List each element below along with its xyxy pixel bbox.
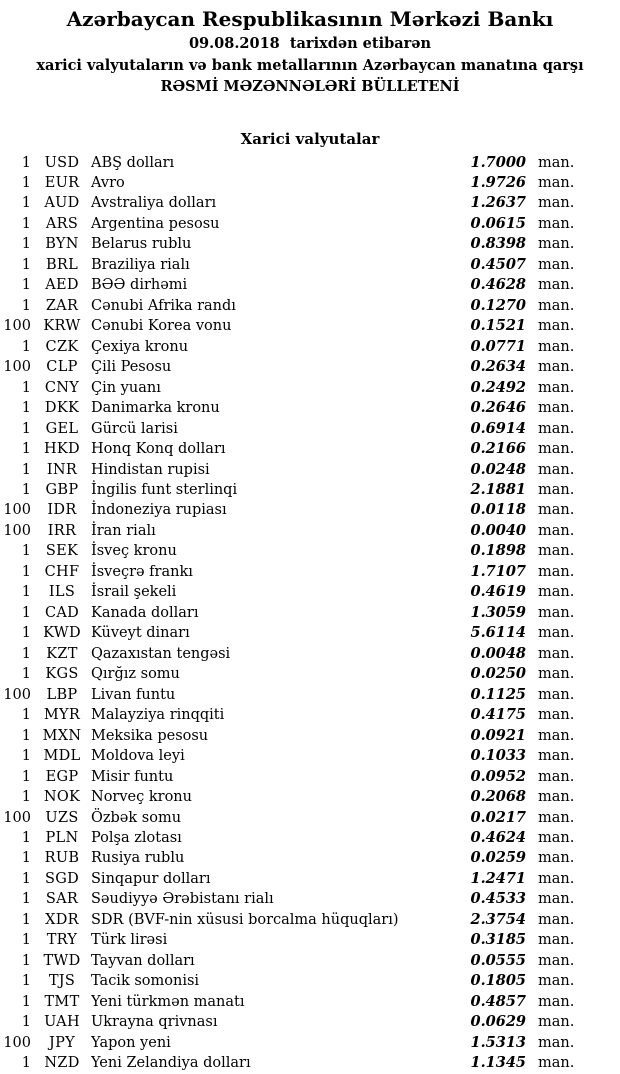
rate-value: 0.6914 [470, 419, 526, 437]
currency-quantity: 1 [21, 584, 31, 601]
currency-name: İsveçrə frankı [91, 563, 193, 580]
rate-unit: man. [538, 604, 575, 621]
currency-quantity: 1 [21, 400, 31, 417]
rate-row [0, 234, 620, 254]
rate-unit: man. [538, 318, 575, 335]
rate-row [0, 337, 620, 357]
currency-name: Özbək somu [91, 809, 182, 826]
rate-row [0, 808, 620, 828]
rate-value: 0.0952 [470, 767, 526, 785]
currency-quantity: 100 [3, 686, 31, 703]
rate-value: 0.4628 [470, 276, 526, 294]
currency-code: ARS [45, 215, 79, 232]
rate-value: 0.0259 [470, 849, 526, 867]
currency-quantity: 1 [21, 707, 31, 724]
rate-row [0, 296, 620, 316]
currency-quantity: 1 [21, 952, 31, 969]
rate-value: 0.4507 [470, 255, 526, 273]
rate-unit: man. [538, 563, 575, 580]
currency-code: KWD [43, 625, 81, 642]
rate-unit: man. [538, 277, 575, 294]
currency-quantity: 1 [21, 256, 31, 273]
bank-title: Azərbaycan Respublikasının Mərkəzi Bankı [66, 7, 554, 31]
rate-unit: man. [538, 338, 575, 355]
rate-unit: man. [538, 297, 575, 314]
currency-quantity: 1 [21, 891, 31, 908]
rate-row [0, 500, 620, 520]
currency-name: Tayvan dolları [91, 952, 195, 969]
rate-row [0, 644, 620, 664]
currency-quantity: 1 [21, 932, 31, 949]
rate-unit: man. [538, 441, 575, 458]
rate-value: 0.1521 [470, 317, 526, 335]
rate-value: 0.3185 [470, 931, 526, 949]
rate-value: 1.7000 [470, 153, 526, 171]
currency-code: TRY [46, 932, 78, 949]
currency-name: Səudiyyə Ərəbistanı rialı [91, 891, 274, 908]
currency-code: USD [44, 154, 80, 171]
rate-row [0, 910, 620, 930]
rate-row [0, 153, 620, 173]
rate-unit: man. [538, 522, 575, 539]
currency-name: Avro [91, 174, 125, 191]
rate-unit: man. [538, 891, 575, 908]
rate-row [0, 398, 620, 418]
currency-code: GBP [45, 482, 79, 498]
currency-name: BƏƏ dirhəmi [91, 277, 188, 294]
rate-unit: man. [538, 400, 575, 417]
rate-unit: man. [538, 727, 575, 744]
currency-name: İran rialı [91, 522, 156, 539]
currency-code: EGP [45, 768, 79, 785]
currency-code: TWD [43, 952, 81, 969]
currency-quantity: 1 [21, 174, 31, 191]
rate-value: 0.1125 [470, 685, 526, 703]
currency-quantity: 1 [21, 1055, 31, 1072]
bulletin-title: RƏSMİ MƏZƏNNƏLƏRİ BÜLLETENİ [160, 78, 460, 95]
currency-code: MYR [43, 707, 81, 724]
rate-value: 0.0048 [470, 644, 526, 662]
currency-quantity: 1 [21, 789, 31, 806]
currency-quantity: 1 [21, 645, 31, 662]
rate-unit: man. [538, 584, 575, 601]
currency-code: SEK [45, 543, 79, 560]
currency-code: XDR [45, 911, 79, 928]
rate-value: 0.0771 [470, 337, 526, 355]
rate-row [0, 480, 620, 500]
rate-value: 1.5313 [470, 1033, 526, 1051]
currency-name: Qazaxıstan tengəsi [91, 645, 231, 662]
currency-name: Kanada dolları [91, 604, 199, 621]
currency-quantity: 1 [21, 154, 31, 171]
rate-row [0, 767, 620, 787]
rate-value: 0.2634 [470, 358, 526, 376]
rate-row [0, 889, 620, 909]
bulletin-header [0, 0, 620, 98]
currency-quantity: 1 [21, 1014, 31, 1031]
rate-row [0, 1033, 620, 1053]
currency-name: Yapon yeni [91, 1034, 171, 1051]
rate-unit: man. [538, 870, 575, 887]
currency-quantity: 1 [21, 441, 31, 458]
rate-value: 0.0615 [470, 214, 526, 232]
rate-row [0, 582, 620, 602]
currency-code: TJS [48, 973, 76, 990]
currency-code: PLN [45, 829, 79, 846]
rate-row [0, 439, 620, 459]
currency-quantity: 100 [3, 318, 31, 335]
currency-quantity: 100 [3, 522, 31, 539]
rate-unit: man. [538, 789, 575, 806]
currency-quantity: 1 [21, 748, 31, 765]
currency-quantity: 1 [21, 236, 31, 253]
rate-unit: man. [538, 952, 575, 969]
rate-unit: man. [538, 809, 575, 826]
currency-quantity: 1 [21, 461, 31, 478]
currency-quantity: 100 [3, 809, 31, 826]
rate-unit: man. [538, 1014, 575, 1031]
currency-code: DKK [44, 400, 80, 417]
currency-code: UAH [44, 1014, 80, 1031]
rate-unit: man. [538, 379, 575, 396]
currency-code: TMT [44, 993, 80, 1010]
rate-unit: man. [538, 174, 575, 191]
currency-quantity: 100 [3, 1034, 31, 1051]
rate-row [0, 460, 620, 480]
currency-quantity: 1 [21, 829, 31, 846]
rate-row [0, 214, 620, 234]
rate-row [0, 951, 620, 971]
currency-quantity: 1 [21, 993, 31, 1010]
currency-quantity: 1 [21, 297, 31, 314]
rate-unit: man. [538, 748, 575, 765]
rate-value: 0.2068 [470, 788, 526, 806]
currency-name: Çin yuanı [91, 379, 161, 396]
rate-unit: man. [538, 932, 575, 949]
rate-value: 0.2492 [470, 378, 526, 396]
currency-quantity: 1 [21, 563, 31, 580]
currency-name: Yeni Zelandiya dolları [91, 1055, 251, 1072]
currency-code: KGS [45, 666, 79, 683]
currency-name: Ukrayna qrivnası [91, 1014, 218, 1031]
currency-quantity: 1 [21, 338, 31, 355]
currency-code: SAR [45, 891, 79, 908]
currency-name: Tacik somonisi [91, 973, 200, 990]
currency-code: JPY [48, 1034, 76, 1051]
currency-code: HKD [43, 441, 80, 458]
currency-name: SDR (BVF-nin xüsusi borcalma hüquqları) [91, 911, 399, 928]
currency-name: Rusiya rublu [91, 850, 185, 867]
currency-name: Moldova leyi [91, 748, 185, 765]
rate-row [0, 603, 620, 623]
currency-code: GEL [45, 420, 79, 437]
rate-value: 0.2166 [470, 440, 526, 458]
rate-row [0, 828, 620, 848]
rate-unit: man. [538, 195, 575, 212]
rate-row [0, 378, 620, 398]
currency-quantity: 1 [21, 973, 31, 990]
rate-unit: man. [538, 1034, 575, 1051]
currency-name: Yeni türkmən manatı [91, 993, 245, 1010]
rate-unit: man. [538, 256, 575, 273]
currency-name: Argentina pesosu [91, 215, 220, 232]
currency-quantity: 1 [21, 870, 31, 887]
rate-row [0, 193, 620, 213]
rate-row [0, 930, 620, 950]
currency-quantity: 1 [21, 625, 31, 642]
currency-name: İndoneziya rupiası [91, 502, 227, 519]
rate-value: 0.4857 [470, 992, 526, 1010]
currency-code: INR [46, 461, 78, 478]
currency-name: Norveç kronu [91, 789, 192, 806]
currency-name: ABŞ dolları [91, 154, 175, 171]
rate-unit: man. [538, 973, 575, 990]
rate-value: 5.6114 [470, 624, 526, 642]
bulletin-subtitle: xarici valyutaların və bank metallarının Azərbaycan manatına qarşı [36, 56, 584, 74]
currency-name: Cənubi Korea vonu [91, 318, 232, 335]
currency-code: IDR [47, 502, 77, 519]
rate-value: 0.0921 [470, 726, 526, 744]
rate-row [0, 705, 620, 725]
currency-code: LBP [46, 686, 78, 703]
rate-row [0, 541, 620, 561]
currency-name: Küveyt dinarı [91, 625, 190, 642]
rate-unit: man. [538, 993, 575, 1010]
currency-name: Meksika pesosu [91, 727, 209, 744]
currency-name: Livan funtu [91, 686, 176, 703]
section-title-foreign-currencies: Xarici valyutalar [240, 129, 380, 148]
rate-row [0, 316, 620, 336]
currency-name: Honq Konq dolları [91, 441, 226, 458]
rate-row [0, 357, 620, 377]
currency-quantity: 1 [21, 482, 31, 498]
effective-date-line: 09.08.2018 tarixdən etibarən [188, 35, 432, 52]
currency-name: Belarus rublu [91, 236, 192, 253]
currency-quantity: 1 [21, 768, 31, 785]
currency-name: Gürcü larisi [91, 420, 178, 437]
currency-name: Misir funtu [91, 768, 174, 785]
currency-name: Polşa zlotası [91, 829, 182, 846]
currency-code: ILS [48, 584, 76, 601]
rate-value: 0.0248 [470, 460, 526, 478]
currency-name: Çili Pesosu [91, 359, 172, 376]
rate-value: 2.3754 [470, 910, 526, 928]
currency-quantity: 1 [21, 604, 31, 621]
currency-code: MDL [43, 748, 81, 765]
rate-row [0, 787, 620, 807]
currency-name: Sinqapur dolları [91, 870, 211, 887]
currency-name: İngilis funt sterlinqi [91, 482, 238, 498]
rate-unit: man. [538, 543, 575, 560]
rate-value: 0.8398 [470, 235, 526, 253]
rate-row [0, 173, 620, 193]
currency-code: KZT [46, 645, 78, 662]
rate-row [0, 521, 620, 541]
rate-unit: man. [538, 707, 575, 724]
currency-code: CNY [44, 379, 80, 396]
currency-code: NZD [44, 1055, 80, 1072]
rate-row [0, 275, 620, 295]
currency-quantity: 1 [21, 666, 31, 683]
rate-unit: man. [538, 1055, 575, 1072]
rate-unit: man. [538, 236, 575, 253]
rate-unit: man. [538, 645, 575, 662]
currency-code: AED [45, 277, 79, 294]
rates-table [0, 153, 620, 1074]
currency-code: IRR [47, 522, 77, 539]
rate-value: 0.4624 [470, 828, 526, 846]
rate-unit: man. [538, 768, 575, 785]
rate-unit: man. [538, 829, 575, 846]
rate-row [0, 255, 620, 275]
rate-value: 0.1898 [470, 542, 526, 560]
currency-quantity: 1 [21, 215, 31, 232]
rate-unit: man. [538, 215, 575, 232]
rate-row [0, 992, 620, 1012]
rate-row [0, 869, 620, 889]
currency-code: BYN [45, 236, 79, 253]
rate-value: 1.2637 [470, 194, 526, 212]
currency-code: RUB [44, 850, 80, 867]
rate-row [0, 746, 620, 766]
rate-row [0, 562, 620, 582]
rate-unit: man. [538, 359, 575, 376]
currency-name: Malayziya rinqqiti [91, 707, 225, 724]
rate-row [0, 1012, 620, 1032]
currency-code: UZS [45, 809, 79, 826]
rate-value: 0.1270 [470, 296, 526, 314]
rate-value: 0.4175 [470, 706, 526, 724]
currency-code: CLP [46, 359, 78, 376]
rate-value: 0.0217 [470, 808, 526, 826]
currency-name: İsrail şekeli [91, 584, 177, 601]
rate-row [0, 685, 620, 705]
rate-unit: man. [538, 502, 575, 519]
currency-code: KRW [43, 318, 81, 335]
currency-quantity: 1 [21, 195, 31, 212]
currency-name: Türk lirəsi [91, 932, 168, 949]
rate-unit: man. [538, 461, 575, 478]
rate-unit: man. [538, 911, 575, 928]
currency-quantity: 1 [21, 543, 31, 560]
rate-unit: man. [538, 850, 575, 867]
currency-name: Braziliya rialı [91, 256, 190, 273]
currency-quantity: 100 [3, 359, 31, 376]
rate-value: 0.0555 [470, 951, 526, 969]
rate-row [0, 664, 620, 684]
rate-value: 1.2471 [470, 869, 526, 887]
currency-name: İsveç kronu [91, 543, 177, 560]
rate-row [0, 419, 620, 439]
currency-code: BRL [45, 256, 79, 273]
rate-value: 0.1033 [470, 747, 526, 765]
rate-value: 0.0040 [470, 521, 526, 539]
rate-row [0, 623, 620, 643]
currency-code: CHF [44, 563, 80, 580]
currency-code: MXN [42, 727, 82, 744]
rate-unit: man. [538, 482, 575, 498]
currency-quantity: 1 [21, 727, 31, 744]
currency-quantity: 100 [3, 502, 31, 519]
rate-value: 1.3059 [470, 603, 526, 621]
currency-name: Avstraliya dolları [91, 195, 217, 212]
currency-name: Danimarka kronu [91, 400, 220, 417]
currency-code: CZK [45, 338, 79, 355]
currency-code: SGD [44, 870, 80, 887]
rate-value: 2.1881 [470, 481, 526, 498]
currency-code: AUD [44, 195, 80, 212]
rate-value: 1.7107 [470, 562, 526, 580]
rate-value: 0.4533 [470, 890, 526, 908]
currency-code: CAD [44, 604, 80, 621]
currency-name: Hindistan rupisi [91, 461, 210, 478]
rate-unit: man. [538, 420, 575, 437]
rate-row [0, 726, 620, 746]
currency-quantity: 1 [21, 379, 31, 396]
rate-value: 0.4619 [470, 583, 526, 601]
currency-code: ZAR [45, 297, 79, 314]
rate-unit: man. [538, 625, 575, 642]
rate-unit: man. [538, 666, 575, 683]
rate-value: 0.0250 [470, 665, 526, 683]
rate-row [0, 1053, 620, 1073]
rate-value: 0.0629 [470, 1013, 526, 1031]
rate-value: 0.2646 [470, 399, 526, 417]
currency-name: Cənubi Afrika randı [91, 297, 236, 314]
currency-name: Qırğız somu [91, 666, 180, 683]
currency-code: NOK [43, 789, 81, 806]
rate-unit: man. [538, 154, 575, 171]
rate-value: 0.0118 [470, 501, 526, 519]
rate-value: 0.1805 [470, 972, 526, 990]
rate-value: 1.1345 [470, 1054, 526, 1072]
currency-quantity: 1 [21, 911, 31, 928]
rate-row [0, 971, 620, 991]
currency-name: Çexiya kronu [91, 338, 189, 355]
currency-quantity: 1 [21, 277, 31, 294]
currency-quantity: 1 [21, 850, 31, 867]
currency-quantity: 1 [21, 420, 31, 437]
rate-row [0, 848, 620, 868]
rate-unit: man. [538, 686, 575, 703]
currency-code: EUR [44, 174, 80, 191]
rate-value: 1.9726 [470, 173, 526, 191]
